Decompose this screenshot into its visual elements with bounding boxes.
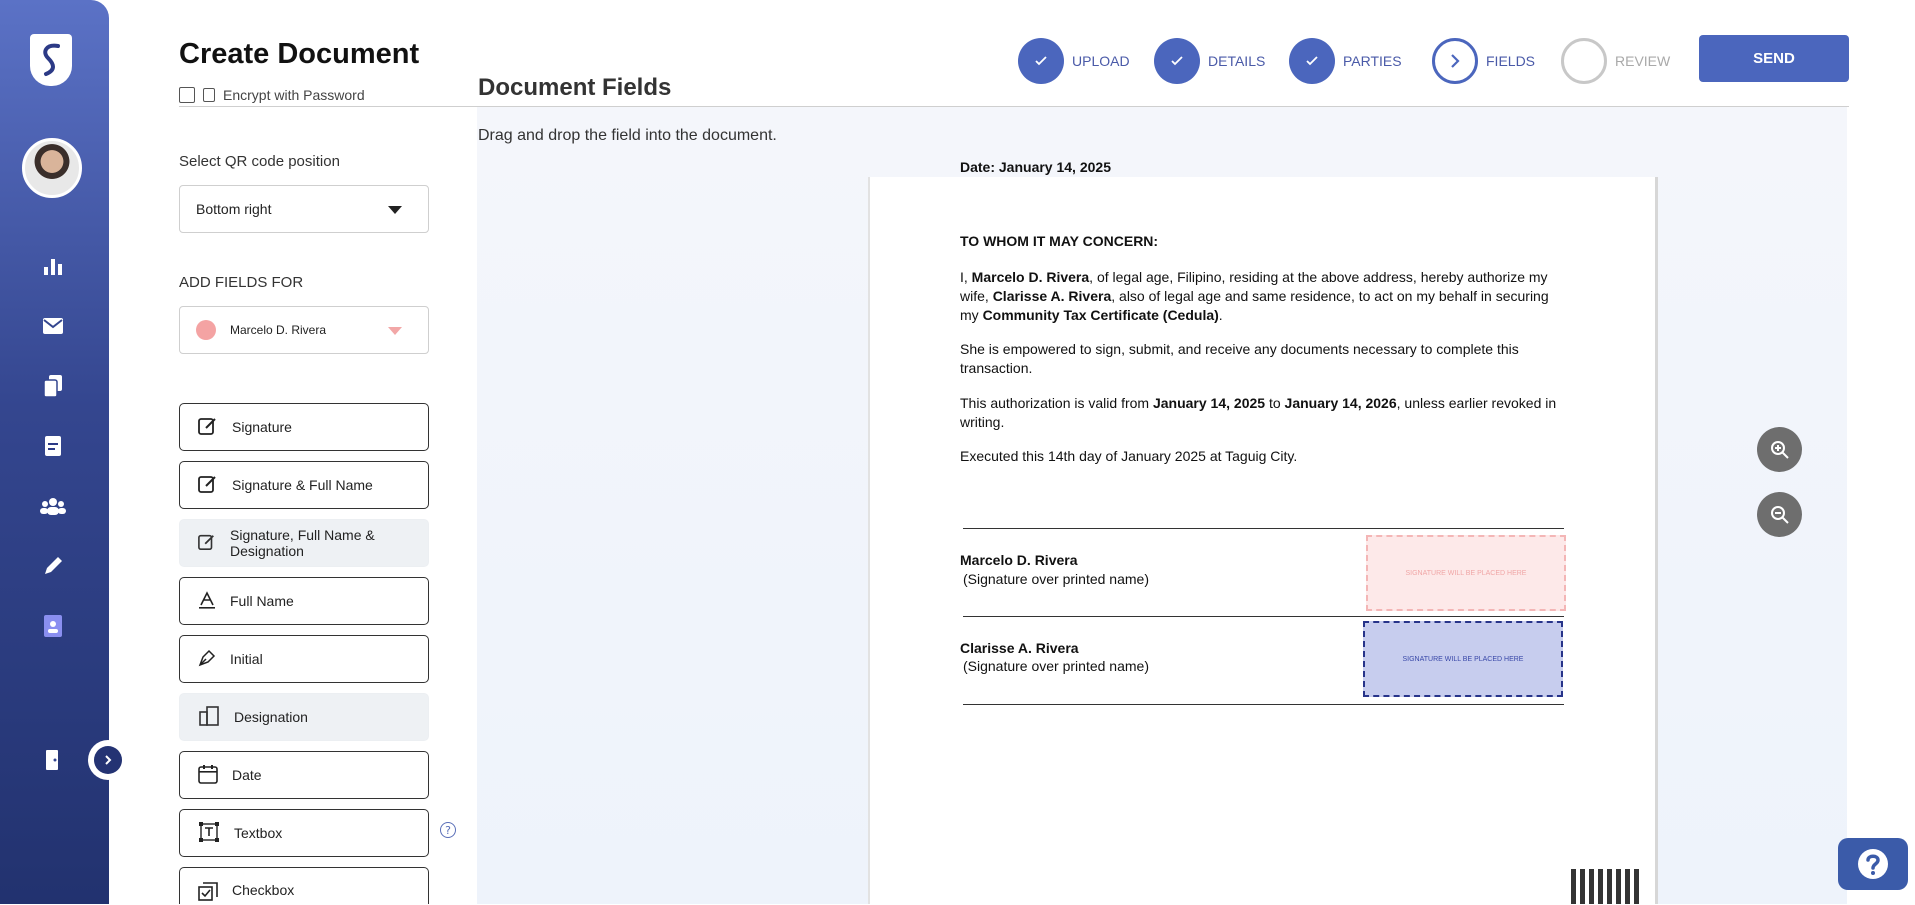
zoom-out-button[interactable] [1757, 492, 1802, 537]
documents-icon[interactable] [40, 373, 66, 399]
calendar-icon [198, 764, 218, 787]
help-chat-button[interactable] [1838, 838, 1908, 890]
checkbox-icon [198, 882, 218, 905]
chart-icon[interactable] [40, 253, 66, 279]
field-checkbox-button[interactable] [179, 867, 429, 904]
document-fields-title: Document Fields [478, 74, 672, 101]
field-textbox-button[interactable] [179, 809, 429, 857]
field-fullname-button[interactable] [179, 577, 429, 625]
step-label: REVIEW [1615, 53, 1671, 69]
encrypt-label: Encrypt with Password [223, 87, 365, 103]
mail-icon[interactable] [40, 313, 66, 339]
field-signature-button[interactable] [179, 403, 429, 451]
caret-down-icon [388, 206, 402, 214]
qr-position-label: Select QR code position [179, 153, 340, 170]
building-icon [198, 706, 220, 729]
letter-heading: TO WHOM IT MAY CONCERN: [960, 233, 1159, 249]
paragraph-authorization: I, Marcelo D. Rivera, of legal age, Filipino, residing at the above address, hereby authorize my wife, Clarisse A. Rivera, also of legal age and same residence, to act on my behalf in securing my Community Tax Certificate (Cedula). [960, 269, 1549, 323]
step-label: FIELDS [1486, 53, 1536, 69]
signer2-note: (Signature over printed name) [963, 658, 1149, 674]
users-icon[interactable] [40, 493, 66, 519]
zoom-in-icon [1770, 440, 1790, 460]
contact-book-icon[interactable] [40, 613, 66, 639]
party-select[interactable] [179, 306, 429, 354]
qr-code-icon [1571, 869, 1641, 904]
field-label: Signature & Full Name [232, 477, 373, 493]
textbox-icon [198, 821, 220, 846]
signer2-name: Clarisse A. Rivera [960, 640, 1079, 656]
send-button[interactable]: SEND [1699, 35, 1849, 82]
help-icon [1855, 846, 1891, 882]
checkbox-icon[interactable] [179, 87, 195, 103]
step-parties[interactable] [1289, 38, 1402, 84]
zoom-in-button[interactable] [1757, 427, 1802, 472]
paragraph-validity: This authorization is valid from January 14, 2025 to January 14, 2026, unless earlier revoked in writing. [960, 395, 1557, 430]
paragraph-executed: Executed this 14th day of January 2025 at Taguig City. [960, 448, 1298, 464]
step-upload[interactable] [1018, 38, 1130, 84]
add-fields-label: ADD FIELDS FOR [179, 274, 304, 291]
signer1-note: (Signature over printed name) [963, 571, 1149, 587]
step-fields[interactable] [1432, 38, 1535, 84]
signature-field-pink[interactable]: SIGNATURE WILL BE PLACED HERE [1366, 535, 1566, 611]
check-icon [1018, 38, 1064, 84]
party-color-dot [196, 320, 216, 340]
signer1-name: Marcelo D. Rivera [960, 552, 1078, 568]
step-label: UPLOAD [1072, 53, 1130, 69]
sidebar-expand-button[interactable] [88, 740, 128, 780]
page-title: Create Document [179, 38, 420, 70]
logo-icon[interactable] [30, 34, 72, 86]
field-signature-fullname-button[interactable] [179, 461, 429, 509]
signature-icon [198, 474, 218, 497]
signature-icon [198, 416, 218, 439]
party-value: Marcelo D. Rivera [230, 323, 327, 337]
zoom-out-icon [1770, 505, 1790, 525]
lock-icon [203, 88, 215, 102]
signature-icon [198, 533, 216, 554]
step-label: PARTIES [1343, 53, 1402, 69]
field-signature-fullname-designation-button[interactable] [179, 519, 429, 567]
signature-field-blue[interactable]: SIGNATURE WILL BE PLACED HERE [1363, 621, 1563, 697]
text-a-icon [198, 591, 216, 612]
avatar[interactable] [22, 138, 82, 198]
check-icon [1154, 38, 1200, 84]
help-question-icon[interactable]: ? [440, 822, 456, 838]
field-date-button[interactable] [179, 751, 429, 799]
pen-nib-icon [198, 649, 216, 670]
empty-circle-icon [1561, 38, 1607, 84]
field-designation-button[interactable] [179, 693, 429, 741]
field-label: Signature, Full Name & Designation [230, 527, 375, 559]
date-line: Date: January 14, 2025 [960, 159, 1111, 175]
paragraph-empowered: She is empowered to sign, submit, and receive any documents necessary to complete this transaction. [960, 341, 1519, 376]
logout-icon[interactable] [40, 747, 66, 773]
check-icon [1289, 38, 1335, 84]
qr-position-value: Bottom right [196, 201, 272, 217]
encrypt-password-option[interactable] [179, 87, 439, 107]
step-label: DETAILS [1208, 53, 1266, 69]
field-label: Checkbox [232, 882, 295, 898]
pencil-icon[interactable] [40, 553, 66, 579]
step-review[interactable] [1561, 38, 1670, 84]
field-label: Signature [232, 419, 292, 435]
qr-position-select[interactable] [179, 185, 429, 233]
chevron-right-icon [1432, 38, 1478, 84]
field-label: Full Name [230, 593, 294, 609]
signature-divider [963, 704, 1564, 705]
document-fields-subtitle: Drag and drop the field into the document. [478, 127, 777, 144]
field-label: Initial [230, 651, 263, 667]
signature-divider [963, 616, 1564, 617]
field-label: Designation [234, 709, 308, 725]
step-details[interactable] [1154, 38, 1265, 84]
field-label: Textbox [234, 825, 283, 841]
field-initial-button[interactable] [179, 635, 429, 683]
file-icon[interactable] [40, 433, 66, 459]
caret-down-icon [388, 327, 402, 335]
signature-divider [963, 528, 1564, 529]
field-label: Date [232, 767, 262, 783]
